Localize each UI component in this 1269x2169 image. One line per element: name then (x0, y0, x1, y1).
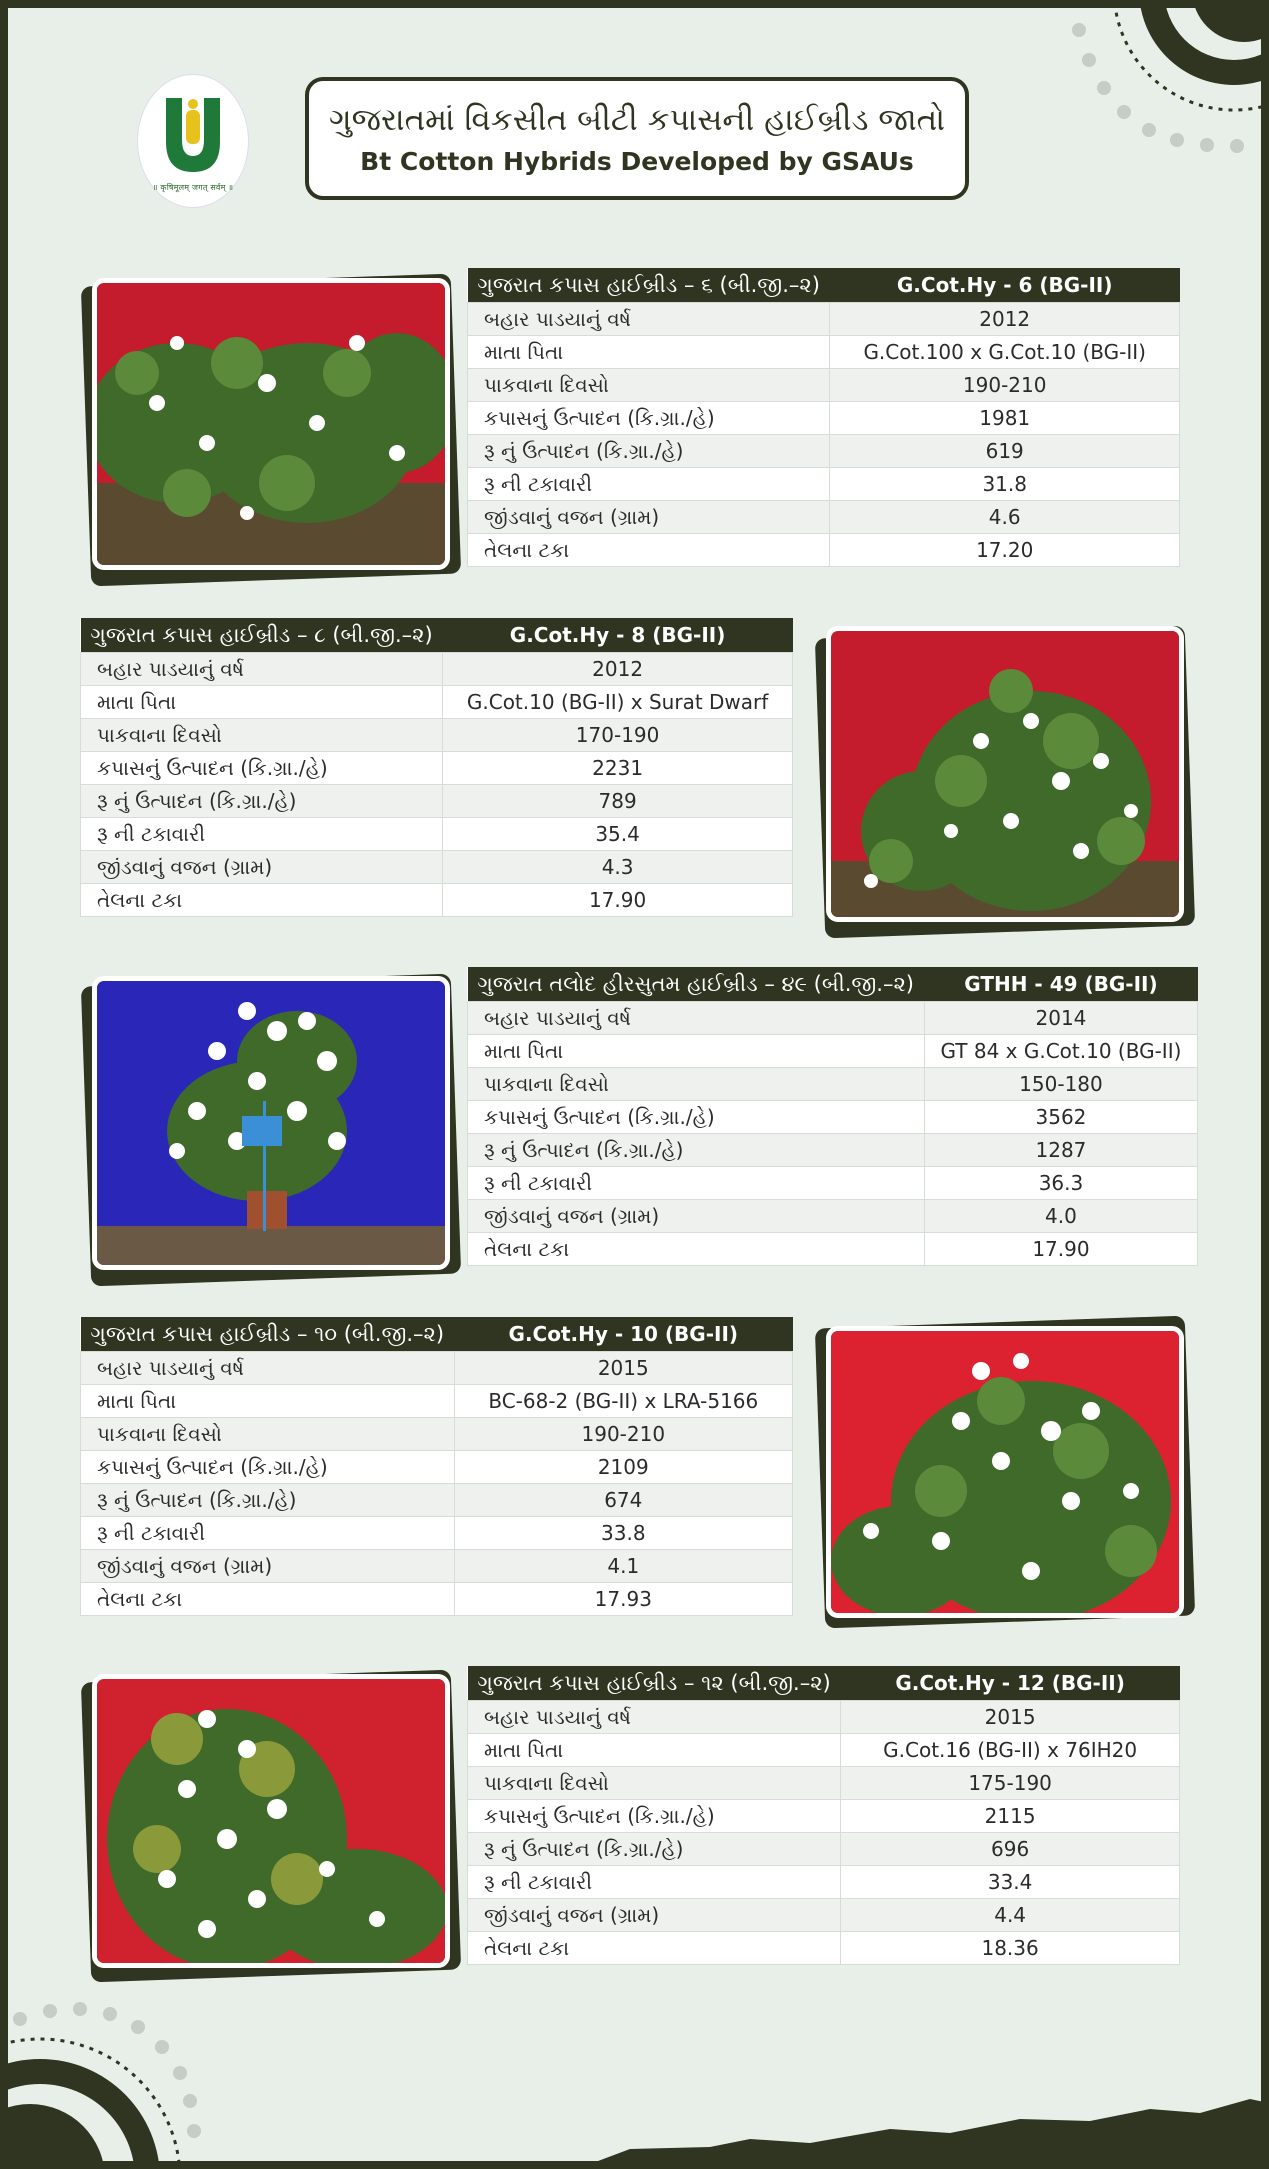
row-label: રૂ ની ટકાવારી (81, 818, 443, 851)
table-row (81, 785, 793, 818)
logo-motto: ॥ कृषिमूलम् जगत् सर्वम् ॥ (152, 182, 234, 192)
table-row (468, 1002, 1198, 1035)
row-value: 170-190 (443, 719, 793, 752)
table-row (468, 1035, 1198, 1068)
row-value: BC-68-2 (BG-II) x LRA-5166 (454, 1385, 792, 1418)
hybrid-name: ગુજરાત કપાસ હાઈબ્રીડ – ૬ (બી.જી.–૨) (468, 268, 830, 303)
table-row (81, 851, 793, 884)
row-value: 674 (454, 1484, 792, 1517)
row-value: 17.90 (924, 1233, 1198, 1266)
table-row (468, 1068, 1198, 1101)
table-row (468, 1866, 1180, 1899)
row-value: 4.6 (830, 501, 1180, 534)
row-value: 2012 (443, 653, 793, 686)
table-row (468, 534, 1180, 567)
bottom-landscape-strip (590, 2069, 1269, 2169)
row-value: 18.36 (841, 1932, 1180, 1965)
cotton-plant-photo-8 (826, 626, 1184, 922)
row-label: કપાસનું ઉત્પાદન (કિ.ગ્રા./હે) (81, 1451, 455, 1484)
hybrid-table-10 (80, 1317, 793, 1616)
hybrid-table-12 (467, 1666, 1180, 1965)
table-header-row (81, 618, 793, 653)
hybrid-name: ગુજરાત કપાસ હાઈબ્રીડ – ૧૨ (બી.જી.–૨) (468, 1666, 841, 1701)
table-row (81, 1484, 793, 1517)
hybrid-name: ગુજરાત કપાસ હાઈબ્રીડ – ૮ (બી.જી.–૨) (81, 618, 443, 653)
table-row (81, 818, 793, 851)
table-row (81, 1517, 793, 1550)
table-row (468, 402, 1180, 435)
row-value: 2231 (443, 752, 793, 785)
table-row (468, 1134, 1198, 1167)
hybrid-code: G.Cot.Hy - 8 (BG-II) (443, 618, 793, 653)
table-row (468, 336, 1180, 369)
logo-emblem-icon (158, 90, 228, 178)
row-label: માતા પિતા (468, 1734, 841, 1767)
table-header-row (468, 268, 1180, 303)
row-value: GT 84 x G.Cot.10 (BG-II) (924, 1035, 1198, 1068)
cotton-plant-photo-12 (92, 1674, 450, 1968)
cotton-plant-image (831, 631, 1179, 917)
cotton-plant-image (97, 1679, 445, 1963)
table-row (468, 1800, 1180, 1833)
corner-ornament-top-right (1019, 0, 1269, 170)
table-row (81, 1451, 793, 1484)
row-label: કપાસનું ઉત્પાદન (કિ.ગ્રા./હે) (81, 752, 443, 785)
row-value: 4.1 (454, 1550, 792, 1583)
row-value: 2015 (841, 1701, 1180, 1734)
row-value: 2012 (830, 303, 1180, 336)
row-label: રૂ નું ઉત્પાદન (કિ.ગ્રા./હે) (468, 1134, 925, 1167)
cotton-plant-photo-49 (92, 976, 450, 1270)
cotton-plant-photo-6 (92, 278, 450, 570)
row-value: 17.93 (454, 1583, 792, 1616)
row-value: 17.90 (443, 884, 793, 917)
row-value: 1287 (924, 1134, 1198, 1167)
table-row (468, 1233, 1198, 1266)
row-label: જીંડવાનું વજન (ગ્રામ) (81, 1550, 455, 1583)
row-value: 2115 (841, 1800, 1180, 1833)
table-row (81, 686, 793, 719)
table-row (468, 1200, 1198, 1233)
row-label: માતા પિતા (81, 686, 443, 719)
row-label: બહાર પાડયાનું વર્ષ (81, 1352, 455, 1385)
table-row (81, 653, 793, 686)
hybrid-code: G.Cot.Hy - 6 (BG-II) (830, 268, 1180, 303)
row-label: રૂ ની ટકાવારી (468, 1866, 841, 1899)
row-label: રૂ નું ઉત્પાદન (કિ.ગ્રા./હે) (468, 435, 830, 468)
row-value: 696 (841, 1833, 1180, 1866)
row-value: 175-190 (841, 1767, 1180, 1800)
table-row (468, 468, 1180, 501)
table-row (468, 1899, 1180, 1932)
title-banner (305, 77, 969, 200)
row-value: 789 (443, 785, 793, 818)
table-row (81, 1583, 793, 1616)
cotton-plant-image (831, 1331, 1179, 1613)
row-label: બહાર પાડયાનું વર્ષ (468, 303, 830, 336)
row-value: 2015 (454, 1352, 792, 1385)
corner-ornament-bottom-left (0, 1969, 260, 2169)
row-value: 33.4 (841, 1866, 1180, 1899)
row-value: 1981 (830, 402, 1180, 435)
row-label: તેલના ટકા (81, 884, 443, 917)
row-label: જીંડવાનું વજન (ગ્રામ) (468, 1899, 841, 1932)
row-value: 3562 (924, 1101, 1198, 1134)
table-header-row (81, 1317, 793, 1352)
row-label: કપાસનું ઉત્પાદન (કિ.ગ્રા./હે) (468, 1800, 841, 1833)
row-label: રૂ ની ટકાવારી (468, 1167, 925, 1200)
row-value: 17.20 (830, 534, 1180, 567)
row-label: તેલના ટકા (468, 1932, 841, 1965)
table-row (468, 303, 1180, 336)
row-value: 35.4 (443, 818, 793, 851)
row-label: કપાસનું ઉત્પાદન (કિ.ગ્રા./હે) (468, 402, 830, 435)
table-row (468, 1701, 1180, 1734)
table-row (468, 1734, 1180, 1767)
hybrid-code: GTHH - 49 (BG-II) (924, 967, 1198, 1002)
table-row (81, 1418, 793, 1451)
title-gujarati: ગુજરાતમાં વિકસીત બીટી કપાસની હાઈબ્રીડ જાતો (329, 101, 945, 138)
table-row (81, 1385, 793, 1418)
row-value: G.Cot.16 (BG-II) x 76IH20 (841, 1734, 1180, 1767)
row-value: 2014 (924, 1002, 1198, 1035)
table-row (468, 435, 1180, 468)
hybrid-table-49 (467, 967, 1198, 1266)
table-row (468, 1833, 1180, 1866)
row-value: 4.0 (924, 1200, 1198, 1233)
table-row (468, 369, 1180, 402)
row-value: 190-210 (454, 1418, 792, 1451)
table-row (81, 752, 793, 785)
row-value: 4.3 (443, 851, 793, 884)
hybrid-code: G.Cot.Hy - 12 (BG-II) (841, 1666, 1180, 1701)
hybrid-code: G.Cot.Hy - 10 (BG-II) (454, 1317, 792, 1352)
row-label: માતા પિતા (468, 336, 830, 369)
title-english: Bt Cotton Hybrids Developed by GSAUs (360, 146, 914, 176)
row-label: જીંડવાનું વજન (ગ્રામ) (468, 1200, 925, 1233)
row-value: 4.4 (841, 1899, 1180, 1932)
table-row (81, 1550, 793, 1583)
row-value: 33.8 (454, 1517, 792, 1550)
row-label: બહાર પાડયાનું વર્ષ (468, 1002, 925, 1035)
row-label: પાકવાના દિવસો (468, 369, 830, 402)
table-header-row (468, 967, 1198, 1002)
row-label: બહાર પાડયાનું વર્ષ (81, 653, 443, 686)
university-logo (138, 75, 248, 207)
table-row (468, 1167, 1198, 1200)
table-row (468, 1932, 1180, 1965)
row-value: G.Cot.10 (BG-II) x Surat Dwarf (443, 686, 793, 719)
row-value: 36.3 (924, 1167, 1198, 1200)
table-header-row (468, 1666, 1180, 1701)
row-value: 2109 (454, 1451, 792, 1484)
table-row (468, 501, 1180, 534)
row-label: જીંડવાનું વજન (ગ્રામ) (81, 851, 443, 884)
row-label: રૂ નું ઉત્પાદન (કિ.ગ્રા./હે) (468, 1833, 841, 1866)
row-label: પાકવાના દિવસો (468, 1767, 841, 1800)
row-value: 619 (830, 435, 1180, 468)
row-label: રૂ ની ટકાવારી (468, 468, 830, 501)
cotton-plant-image (97, 283, 445, 565)
table-row (468, 1101, 1198, 1134)
row-label: જીંડવાનું વજન (ગ્રામ) (468, 501, 830, 534)
cotton-plant-photo-10 (826, 1326, 1184, 1618)
row-label: માતા પિતા (468, 1035, 925, 1068)
cotton-plant-image (97, 981, 445, 1265)
table-row (81, 719, 793, 752)
row-label: રૂ ની ટકાવારી (81, 1517, 455, 1550)
row-label: તેલના ટકા (81, 1583, 455, 1616)
row-label: કપાસનું ઉત્પાદન (કિ.ગ્રા./હે) (468, 1101, 925, 1134)
hybrid-table-8 (80, 618, 793, 917)
hybrid-name: ગુજરાત કપાસ હાઈબ્રીડ – ૧૦ (બી.જી.–૨) (81, 1317, 455, 1352)
row-value: 31.8 (830, 468, 1180, 501)
row-label: રૂ નું ઉત્પાદન (કિ.ગ્રા./હે) (81, 1484, 455, 1517)
table-row (81, 1352, 793, 1385)
row-label: માતા પિતા (81, 1385, 455, 1418)
row-label: પાકવાના દિવસો (81, 719, 443, 752)
table-row (468, 1767, 1180, 1800)
row-label: પાકવાના દિવસો (81, 1418, 455, 1451)
table-row (81, 884, 793, 917)
row-value: 150-180 (924, 1068, 1198, 1101)
row-label: તેલના ટકા (468, 1233, 925, 1266)
row-label: પાકવાના દિવસો (468, 1068, 925, 1101)
row-label: બહાર પાડયાનું વર્ષ (468, 1701, 841, 1734)
hybrid-name: ગુજરાત તલોદ હીરસુતમ હાઈબ્રીડ – ૪૯ (બી.જી.–૨) (468, 967, 925, 1002)
row-label: તેલના ટકા (468, 534, 830, 567)
row-value: G.Cot.100 x G.Cot.10 (BG-II) (830, 336, 1180, 369)
row-label: રૂ નું ઉત્પાદન (કિ.ગ્રા./હે) (81, 785, 443, 818)
hybrid-table-6 (467, 268, 1180, 567)
row-value: 190-210 (830, 369, 1180, 402)
